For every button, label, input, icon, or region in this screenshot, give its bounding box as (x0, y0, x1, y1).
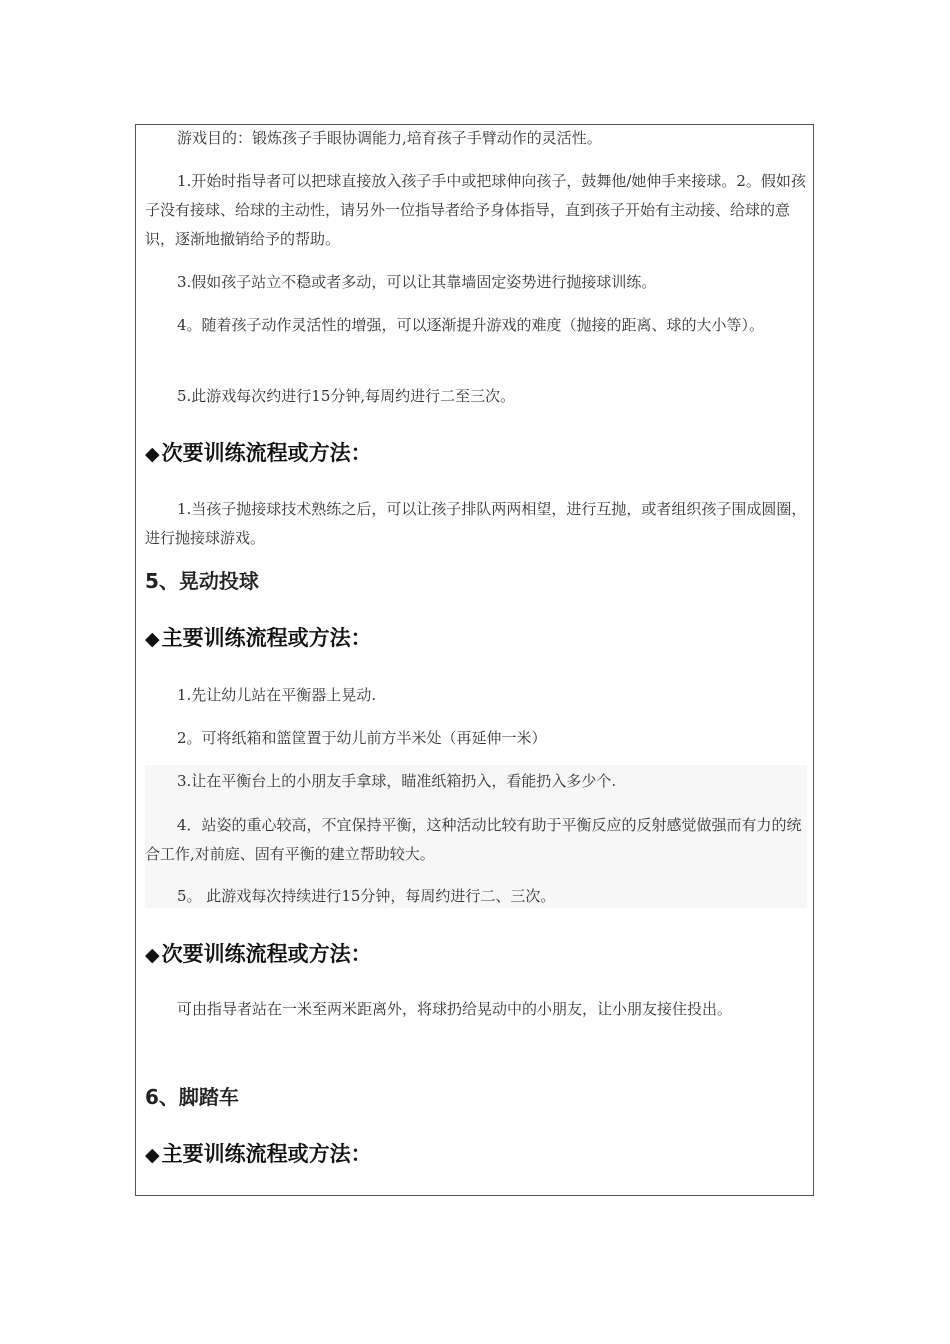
game-goal-paragraph: 游戏目的：锻炼孩子手眼协调能力,培育孩子手臂动作的灵活性。 (177, 129, 602, 147)
balance-step-5-paragraph: 5。 此游戏每次持续进行15分钟，每周约进行二、三次。 (177, 887, 556, 905)
step-5-paragraph: 5.此游戏每次约进行15分钟,每周约进行二至三次。 (177, 387, 516, 405)
section-5-title: 5、晃动投球 (145, 569, 259, 593)
main-method-heading-1-label: 主要训练流程或方法： (161, 626, 372, 650)
secondary-method-heading-1-label: 次要训练流程或方法： (161, 441, 372, 465)
diamond-icon: ◆ (145, 628, 160, 650)
step-1-paragraph: 1.开始时指导者可以把球直接放入孩子手中或把球伸向孩子，鼓舞他/她伸手来接球。2。假如孩子没有接球、给球的主动性，请另外一位指导者给予身体指导，直到孩子开始有主动接、给球的意识，逐渐地撤销给予的帮助。 (145, 172, 806, 248)
main-method-heading-1 (145, 624, 372, 653)
section-6-title: 6、脚踏车 (145, 1085, 239, 1109)
main-method-heading-2 (145, 1140, 372, 1169)
balance-step-3-paragraph: 3.让在平衡台上的小朋友手拿球，瞄准纸箱扔入，看能扔入多少个. (177, 772, 617, 790)
secondary-step-1-paragraph: 1.当孩子抛接球技术熟练之后，可以让孩子排队两两相望，进行互抛，或者组织孩子围成圆圈，进行抛接球游戏。 (145, 500, 807, 547)
step-4-paragraph: 4。随着孩子动作灵活性的增强，可以逐渐提升游戏的难度（抛接的距离、球的大小等）。 (177, 316, 765, 334)
secondary-step-2-paragraph: 可由指导者站在一米至两米距离外，将球扔给晃动中的小朋友，让小朋友接住投出。 (177, 1000, 733, 1018)
secondary-method-heading-2-label: 次要训练流程或方法： (161, 942, 372, 966)
step-3-paragraph: 3.假如孩子站立不稳或者多动，可以让其靠墙固定姿势进行抛接球训练。 (177, 273, 657, 291)
balance-step-1-paragraph: 1.先让幼儿站在平衡器上晃动. (177, 686, 377, 704)
diamond-icon: ◆ (145, 443, 160, 465)
balance-step-2-paragraph: 2。可将纸箱和篮筐置于幼儿前方半米处（再延伸一米） (177, 729, 547, 747)
balance-step-4-paragraph: 4．站姿的重心较高，不宜保持平衡，这种活动比较有助于平衡反应的反射感觉做强而有力的统合工作,对前庭、固有平衡的建立帮助较大。 (145, 816, 802, 863)
secondary-method-heading-2 (145, 940, 372, 969)
diamond-icon: ◆ (145, 944, 160, 966)
main-method-heading-2-label: 主要训练流程或方法： (161, 1142, 372, 1166)
diamond-icon: ◆ (145, 1144, 160, 1166)
secondary-method-heading-1 (145, 439, 372, 468)
